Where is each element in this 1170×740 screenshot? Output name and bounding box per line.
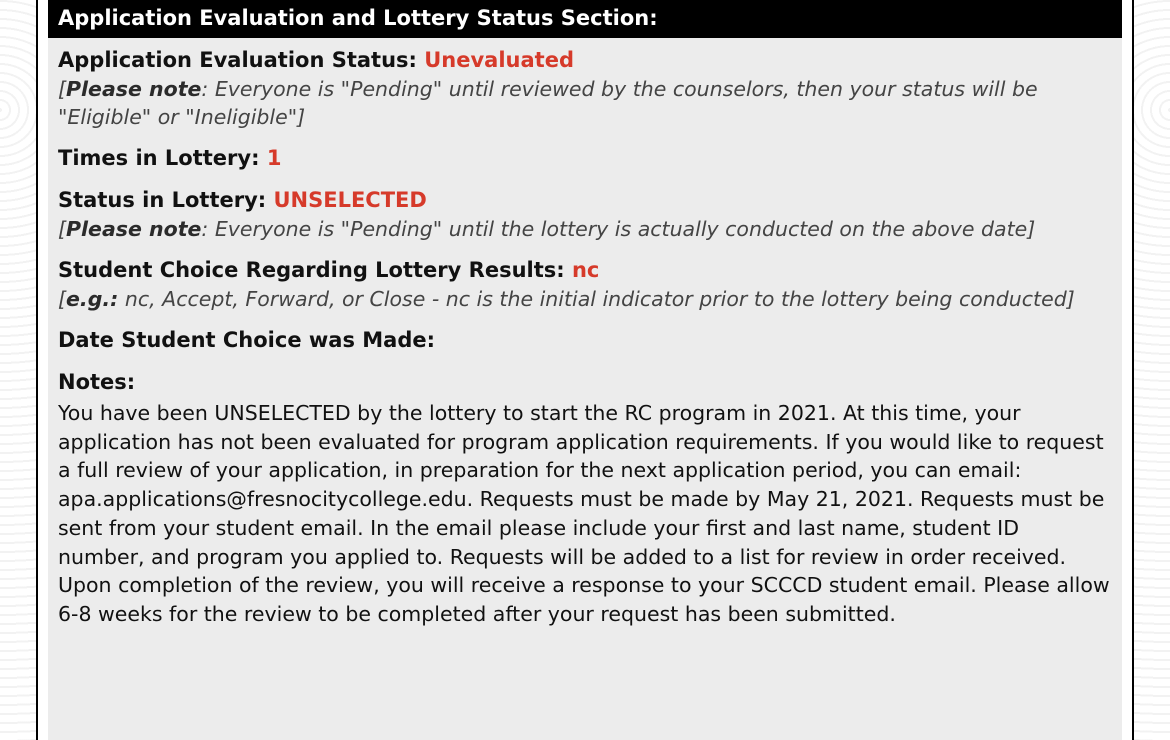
status-panel [36, 0, 1134, 740]
lottery-status-note [58, 215, 1112, 243]
times-in-lottery-label: Times in Lottery: [58, 146, 260, 170]
notes-text: You have been UNSELECTED by the lottery to start the RC program in 2021. At this time, your application has not been evaluated for program application requirements. If you would like to request a full review of your application, in preparation for the next application period, you can email: apa.applications@fresnocitycollege.edu. Requests must be made by May 21, 2021. Requests must be sent from your student email. In the email please include your first and last name, student ID number, and program you applied to. Requests will be added to a list for review in order received. Upon completion of the review, you will receive a response to your SCCCD student email. Please allow 6-8 weeks for the review to be completed after your request has been submitted. [58, 401, 1110, 626]
lottery-note-prefix: [ [58, 217, 66, 241]
evaluation-status-value: Unevaluated [424, 48, 574, 72]
student-choice-note [58, 285, 1112, 313]
notes-row [58, 368, 1112, 629]
section-content [48, 38, 1122, 629]
background-pattern-left [0, 0, 36, 740]
student-choice-value: nc [571, 258, 600, 282]
section-header [48, 0, 1122, 38]
times-in-lottery-row [58, 144, 1112, 173]
evaluation-status-row [58, 46, 1112, 131]
choice-date-label: Date Student Choice was Made: [58, 328, 435, 352]
student-choice-row [58, 256, 1112, 313]
choice-note-bold: e.g.: [66, 287, 119, 311]
student-choice-line [58, 256, 1112, 285]
notes-label: Notes: [58, 370, 136, 394]
student-choice-label: Student Choice Regarding Lottery Results: [58, 258, 565, 282]
lottery-status-line [58, 186, 1112, 215]
choice-note-text: nc, Accept, Forward, or Close - nc is the initial indicator prior to the lottery being conducted] [118, 287, 1075, 311]
section-title: Application Evaluation and Lottery Status Section: [58, 6, 658, 30]
times-in-lottery-line [58, 144, 1112, 173]
choice-date-row [58, 326, 1112, 355]
lottery-status-value: UNSELECTED [273, 188, 427, 212]
choice-note-prefix: [ [58, 287, 66, 311]
lottery-note-text: : Everyone is "Pending" until the lottery is actually conducted on the above date] [201, 217, 1036, 241]
lottery-status-label: Status in Lottery: [58, 188, 267, 212]
status-panel-inner [48, 0, 1122, 740]
evaluation-note-text: : Everyone is "Pending" until reviewed by the counselors, then your status will be "Eligible" or "Ineligible"] [58, 77, 1038, 129]
evaluation-status-note [58, 75, 1112, 131]
times-in-lottery-value: 1 [266, 146, 282, 170]
evaluation-note-prefix: [ [58, 77, 66, 101]
evaluation-note-bold: Please note [66, 77, 202, 101]
evaluation-status-label: Application Evaluation Status: [58, 48, 417, 72]
lottery-status-row [58, 186, 1112, 243]
choice-date-line [58, 326, 1112, 355]
lottery-note-bold: Please note [66, 217, 202, 241]
evaluation-status-line [58, 46, 1112, 75]
background-pattern-right [1134, 0, 1170, 740]
